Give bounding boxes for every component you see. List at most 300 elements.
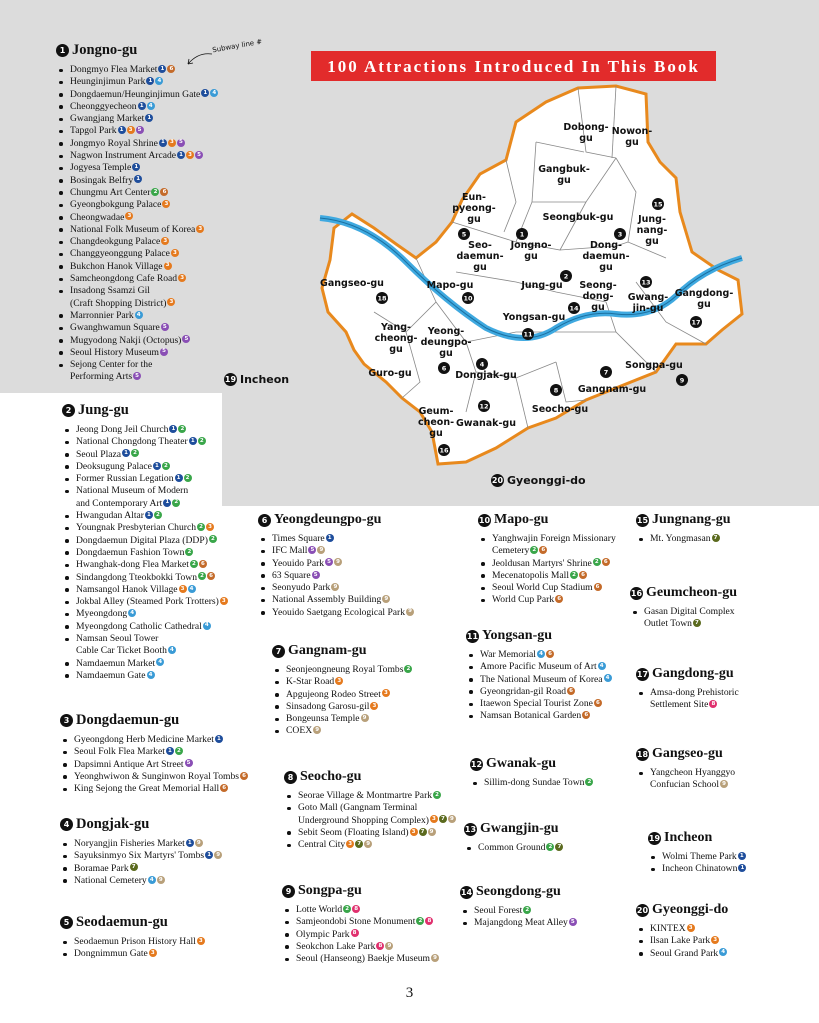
subway-line-badge: 1 (145, 511, 153, 519)
list-item (636, 767, 735, 779)
list-item (282, 929, 439, 941)
subway-line-badge: 3 (410, 828, 418, 836)
subway-line-badge: 3 (171, 249, 179, 257)
subway-line-badge: 2 (178, 425, 186, 433)
subway-line-badge: 7 (693, 619, 701, 627)
list-item (60, 734, 248, 746)
attraction-name: Namsan Botanical Garden (480, 710, 582, 722)
attraction-name: Itaewon Special Tourist Zone (480, 698, 593, 710)
attraction-name: Seoul Forest (474, 905, 523, 916)
subway-line-badge: 4 (604, 674, 612, 682)
attraction-name: Samjeondobi Stone Monument (296, 916, 416, 928)
map-marker-12 (478, 400, 490, 412)
subway-line-badge: 9 (317, 546, 325, 554)
list-item (284, 839, 456, 851)
section-number-icon: 13 (464, 824, 477, 834)
subway-line-badge: 6 (539, 546, 547, 554)
section-title (62, 402, 228, 419)
list-item (478, 594, 616, 606)
subway-line-badge: 2 (185, 548, 193, 556)
subway-line-badge: 6 (579, 571, 587, 579)
map-marker-14 (568, 302, 580, 314)
subway-line-badge: 9 (195, 839, 203, 847)
attraction-name: Gasan Digital Complex (644, 606, 735, 617)
section-gyeonggi-do (636, 902, 728, 960)
attraction-name: Yeonghwiwon & Sunginwon Royal Tombs (74, 770, 240, 782)
incheon-map-label: 19 Incheon (224, 373, 290, 386)
svg-text:9: 9 (679, 376, 685, 385)
list-item (272, 676, 412, 688)
list-item (60, 771, 248, 783)
subway-line-badge: 2 (343, 905, 351, 913)
list-item (56, 261, 218, 273)
subway-line-badge: 1 (163, 499, 171, 507)
subway-line-badge: 2 (416, 917, 424, 925)
subway-line-badge: 4 (135, 311, 143, 319)
section-title-text: Yeongdeungpo-gu (274, 512, 382, 527)
subway-line-badge: 4 (147, 671, 155, 679)
subway-line-badge: 1 (205, 851, 213, 859)
attraction-name: Yeouido Saetgang Ecological Park (272, 606, 406, 618)
subway-line-badge: 3 (430, 815, 438, 823)
district-label-dobong: Dobong-gu (563, 122, 609, 144)
subway-line-badge: 1 (138, 102, 146, 110)
district-label-songpa: Songpa-gu (625, 360, 683, 371)
section-number-icon: 12 (470, 759, 483, 769)
subway-line-badge: 9 (361, 714, 369, 722)
subway-line-badge: 1 (189, 437, 197, 445)
list-item (478, 558, 616, 570)
attraction-name: Chungmu Art Center (70, 186, 151, 198)
subway-line-badge: 9 (331, 583, 339, 591)
section-title-text: Gwanak-gu (486, 756, 557, 771)
attraction-name: War Memorial (480, 649, 536, 660)
attraction-name: Cable Car Ticket Booth (76, 645, 167, 657)
list-item (466, 649, 612, 661)
subway-line-badge: 9 (214, 851, 222, 859)
subway-line-badge: 1 (169, 425, 177, 433)
district-label-jungnang: Jung-nang-gu (636, 214, 668, 247)
subway-line-badge: 1 (145, 114, 153, 122)
attraction-name: Namdaemun Gate (76, 669, 146, 681)
subway-line-badge: 5 (195, 151, 203, 159)
attraction-name: Sayuksinmyo Six Martyrs' Tombs (74, 850, 205, 862)
list-item (56, 310, 218, 322)
section-title (636, 902, 728, 918)
attraction-name: Insadong Ssamzi Gil (70, 285, 150, 297)
subway-line-badge: 9 (428, 828, 436, 836)
list-item (62, 510, 228, 522)
section-number-icon: 11 (466, 631, 479, 641)
map-marker-2 (560, 270, 572, 282)
attraction-name: Seoul World Cup Stadium (492, 582, 593, 594)
subway-line-badge: 3 (687, 924, 695, 932)
subway-line-badge: 8 (376, 942, 384, 950)
attraction-name: Mugyodong Nakji (Octopus) (70, 334, 182, 346)
svg-text:14: 14 (569, 304, 579, 313)
map-marker-4 (476, 358, 488, 370)
section-number-icon: 3 (60, 714, 73, 727)
list-item (648, 863, 746, 875)
section-number-icon: 15 (636, 515, 649, 525)
attraction-name: Bosingak Belfry (70, 174, 134, 186)
subway-line-badge: 1 (738, 852, 746, 860)
svg-text:15: 15 (653, 200, 663, 209)
list-item (60, 838, 222, 850)
subway-line-badge: 7 (712, 534, 720, 542)
list-item (636, 699, 739, 711)
attraction-name: Lotte World (296, 904, 343, 915)
map-marker-5 (458, 228, 470, 240)
subway-line-badge: 2 (197, 523, 205, 531)
subway-line-badge: 8 (352, 905, 360, 913)
list-item (466, 698, 612, 710)
section-number-icon: 16 (630, 588, 643, 598)
attraction-name: Bongeunsa Temple (286, 713, 360, 725)
section-number-icon: 6 (258, 514, 271, 527)
attraction-name: Apgujeong Rodeo Street (286, 688, 381, 700)
subway-line-badge: 9 (406, 608, 414, 616)
attraction-name: (Craft Shopping District) (70, 297, 167, 309)
list-item (466, 710, 612, 722)
attraction-name: Goto Mall (Gangnam Terminal (298, 802, 418, 814)
attraction-name: Seoul History Museum (70, 346, 160, 358)
district-label-gangbuk: Gangbuk-gu (538, 164, 590, 186)
district-label-dongjak: Dongjak-gu (455, 370, 517, 381)
district-label-gangseo: Gangseo-gu (320, 278, 384, 289)
subway-line-badge: 4 (168, 646, 176, 654)
subway-line-badge: 5 (160, 348, 168, 356)
section-yongsan-gu (466, 628, 612, 723)
section-jungnang-gu (636, 512, 731, 545)
subway-line-badge: 9 (334, 558, 342, 566)
section-gwanak-gu (470, 756, 593, 789)
subway-line-badge: 2 (162, 462, 170, 470)
attraction-name: Changgyeonggung Palace (70, 248, 170, 260)
subway-line-badge: 6 (555, 595, 563, 603)
section-songpa-gu (282, 883, 439, 965)
list-item (62, 535, 228, 547)
attraction-name: Gyeongdong Herb Medicine Market (74, 734, 214, 745)
district-label-yangcheon: Yang-cheong-gu (374, 322, 418, 355)
attraction-name: World Cup Park (492, 594, 555, 606)
subway-line-badge: 6 (594, 583, 602, 591)
attraction-name: Hwangudan Altar (76, 510, 144, 522)
attraction-name: Seorae Village & Montmartre Park (298, 790, 433, 801)
attraction-name: Dongnimmun Gate (74, 948, 148, 960)
attraction-name: Myeongdong (76, 608, 128, 620)
svg-text:5: 5 (461, 230, 467, 239)
attraction-list (630, 606, 737, 631)
list-item (460, 905, 577, 917)
attraction-name: Cheongwadae (70, 211, 125, 223)
subway-line-badge: 3 (164, 262, 172, 270)
section-title (272, 643, 412, 659)
attraction-list (636, 767, 735, 792)
list-item (282, 953, 439, 965)
subway-line-badge: 6 (594, 699, 602, 707)
list-item (272, 725, 412, 737)
attraction-name: Seonjeongneung Royal Tombs (286, 664, 404, 675)
section-title-text: Seongdong-gu (476, 884, 561, 899)
list-item (62, 449, 228, 461)
list-item (62, 473, 228, 485)
map-marker-16 (438, 444, 450, 456)
attraction-list (478, 533, 616, 607)
subway-line-badge: 1 (166, 747, 174, 755)
subway-line-badge: 3 (125, 212, 133, 220)
subway-line-badge: 5 (312, 571, 320, 579)
list-item (56, 138, 218, 150)
subway-line-badge: 1 (134, 175, 142, 183)
attraction-list (62, 424, 228, 682)
section-number-icon: 9 (282, 885, 295, 898)
map-marker-13 (640, 276, 652, 288)
list-item (62, 584, 228, 596)
subway-line-badge: 1 (177, 151, 185, 159)
list-item (56, 285, 218, 297)
list-item (648, 851, 746, 863)
attraction-list (636, 687, 739, 712)
list-item (282, 916, 439, 928)
section-title (284, 769, 456, 785)
subway-line-badge: 2 (175, 747, 183, 755)
subway-line-badge: 3 (127, 126, 135, 134)
section-number-icon: 4 (60, 818, 73, 831)
list-item (466, 686, 612, 698)
page-banner: 100 Attractions Introduced In This Book (311, 51, 716, 81)
attraction-name: Yanghwajin Foreign Missionary (492, 533, 616, 544)
attraction-list (464, 842, 563, 854)
svg-text:3: 3 (617, 230, 623, 239)
list-item (282, 904, 439, 916)
district-label-geumcheon: Geum-cheon-gu (417, 406, 455, 439)
section-gangdong-gu (636, 666, 739, 712)
subway-line-badge: 6 (160, 188, 168, 196)
attraction-name: Jeoldusan Martyrs' Shrine (492, 557, 592, 569)
section-title (466, 628, 612, 644)
attraction-name: Mecenatopolis Mall (492, 569, 569, 581)
attraction-list (60, 838, 222, 887)
list-item (56, 273, 218, 285)
list-item (60, 948, 205, 960)
subway-line-badge: 8 (425, 917, 433, 925)
section-jongno-gu (56, 42, 218, 384)
subway-line-badge: 2 (172, 499, 180, 507)
svg-text:2: 2 (563, 272, 569, 281)
attraction-name: Outlet Town (644, 618, 692, 630)
list-item (630, 618, 737, 630)
section-dongjak-gu (60, 816, 222, 887)
subway-line-badge: 4 (210, 89, 218, 97)
map-marker-6 (438, 362, 450, 374)
subway-line-badge: 2 (151, 188, 159, 196)
svg-text:13: 13 (641, 278, 651, 287)
map-marker-11 (522, 328, 534, 340)
section-gangnam-gu (272, 643, 412, 738)
list-item (464, 842, 563, 854)
subway-line-badge: 3 (167, 298, 175, 306)
attraction-list (460, 905, 577, 930)
attraction-name: Common Ground (478, 842, 546, 853)
section-gangseo-gu (636, 746, 735, 792)
list-item (466, 661, 612, 673)
attraction-list (258, 533, 414, 619)
attraction-name: Amsa-dong Prehistoric (650, 687, 739, 698)
subway-line-badge: 6 (199, 560, 207, 568)
subway-line-badge: 5 (325, 558, 333, 566)
section-title-text: Yongsan-gu (482, 628, 553, 643)
attraction-name: Samcheongdong Cafe Road (70, 273, 178, 285)
list-item (466, 674, 612, 686)
subway-line-badge: 2 (585, 778, 593, 786)
section-jung-gu (62, 402, 228, 682)
subway-line-badge: 4 (719, 948, 727, 956)
attraction-name: King Sejong the Great Memorial Hall (74, 783, 220, 795)
subway-line-badge: 7 (419, 828, 427, 836)
section-title-text: Jungnang-gu (652, 512, 731, 527)
list-item (62, 498, 228, 510)
subway-line-badge: 3 (161, 237, 169, 245)
section-yeongdeungpo-gu (258, 512, 414, 619)
list-item (636, 935, 728, 947)
section-title-text: Seocho-gu (300, 769, 362, 784)
subway-line-badge: 9 (720, 780, 728, 788)
subway-line-badge: 6 (546, 650, 554, 658)
attraction-name: National Folk Museum of Korea (70, 223, 196, 235)
subway-line-badge: 2 (570, 571, 578, 579)
attraction-name: Seoul Grand Park (650, 947, 719, 959)
attraction-name: Gwanghwamun Square (70, 322, 160, 334)
list-item (272, 689, 412, 701)
attraction-name: National Cemetery (74, 874, 147, 886)
list-item (56, 322, 218, 334)
subway-line-badge: 2 (184, 474, 192, 482)
list-item (56, 187, 218, 199)
subway-line-badge: 1 (158, 65, 166, 73)
map-marker-8 (550, 384, 562, 396)
subway-line-badge: 3 (711, 936, 719, 944)
section-title (60, 712, 248, 729)
attraction-name: Ilsan Lake Park (650, 935, 711, 947)
section-number-icon: 19 (648, 833, 661, 843)
subway-line-badge: 1 (175, 474, 183, 482)
subway-line-badge: 3 (162, 200, 170, 208)
list-item (258, 558, 414, 570)
list-item (282, 941, 439, 953)
subway-line-badge: 2 (404, 665, 412, 673)
subway-line-badge: 3 (206, 523, 214, 531)
subway-line-badge: 7 (555, 843, 563, 851)
svg-text:7: 7 (603, 368, 609, 377)
district-label-yongsan: Yongsan-gu (502, 312, 566, 323)
list-item (62, 572, 228, 584)
section-title-text: Dongjak-gu (76, 816, 150, 832)
map-marker-7 (600, 366, 612, 378)
list-item (60, 875, 222, 887)
section-title-text: Gwangjin-gu (480, 821, 559, 836)
section-incheon (648, 830, 746, 876)
attraction-name: Jogyesa Temple (70, 162, 132, 174)
list-item (258, 607, 414, 619)
attraction-list (272, 664, 412, 738)
district-label-gangdong: Gangdong-gu (674, 288, 734, 310)
section-title-text: Mapo-gu (494, 512, 549, 527)
list-item (56, 371, 218, 383)
subway-line-badge: 5 (308, 546, 316, 554)
list-item (60, 759, 248, 771)
attraction-name: and Contemporary Art (76, 497, 163, 509)
section-title (636, 746, 735, 762)
page-number: 3 (405, 985, 414, 1001)
section-number-icon: 2 (62, 404, 75, 417)
attraction-name: Nagwon Instrument Arcade (70, 150, 177, 162)
attraction-name: Boramae Park (74, 862, 129, 874)
section-title (60, 816, 222, 833)
list-item (636, 533, 731, 545)
svg-text:1: 1 (519, 230, 525, 239)
list-item (62, 645, 228, 657)
attraction-name: 63 Square (272, 569, 311, 581)
attraction-name: Marronnier Park (70, 309, 134, 321)
subway-line-badge: 3 (196, 225, 204, 233)
list-item (478, 582, 616, 594)
subway-line-badge: 1 (201, 89, 209, 97)
section-title (258, 512, 414, 528)
subway-line-badge: 1 (118, 126, 126, 134)
svg-text:10: 10 (463, 294, 473, 303)
list-item (56, 248, 218, 260)
subway-line-badge: 9 (448, 815, 456, 823)
attraction-name: Myeongdong Catholic Cathedral (76, 620, 202, 632)
subway-line-badge: 4 (203, 622, 211, 630)
subway-line-badge: 2 (209, 535, 217, 543)
section-title (470, 756, 593, 772)
attraction-name: Sejong Center for the (70, 359, 153, 371)
section-title-text: Seodaemun-gu (76, 914, 168, 930)
marker-19-icon: 19 (224, 375, 237, 384)
section-title (282, 883, 439, 899)
svg-text:4: 4 (479, 360, 485, 369)
section-title-text: Gangseo-gu (652, 746, 723, 761)
list-item (258, 594, 414, 606)
section-title-text: Gyeonggi-do (652, 902, 729, 917)
attraction-name: Hwanghak-dong Flea Market (76, 559, 189, 571)
list-item (56, 76, 218, 88)
subway-line-badge: 1 (186, 839, 194, 847)
section-title-text: Dongdaemun-gu (76, 712, 180, 728)
list-item (56, 101, 218, 113)
district-label-seocho: Seocho-gu (531, 404, 589, 415)
district-label-seongdong: Seong-dong-gu (579, 280, 617, 313)
subway-line-badge: 6 (220, 784, 228, 792)
attraction-name: Seoul Folk Flea Market (74, 746, 165, 758)
list-item (56, 89, 218, 101)
attraction-name: Dongdaemun Fashion Town (76, 546, 185, 558)
attraction-name: IFC Mall (272, 545, 308, 557)
svg-text:18: 18 (377, 294, 387, 303)
section-mapo-gu (478, 512, 616, 607)
section-title-text: Gangnam-gu (288, 643, 367, 658)
list-item (636, 779, 735, 791)
attraction-name: Namsangol Hanok Village (76, 583, 178, 595)
list-item (284, 802, 456, 814)
map-marker-1 (516, 228, 528, 240)
subway-line-badge: 8 (709, 700, 717, 708)
attraction-name: Mt. Yongmasan (650, 533, 711, 544)
map-marker-15 (652, 198, 664, 210)
list-item (60, 746, 248, 758)
